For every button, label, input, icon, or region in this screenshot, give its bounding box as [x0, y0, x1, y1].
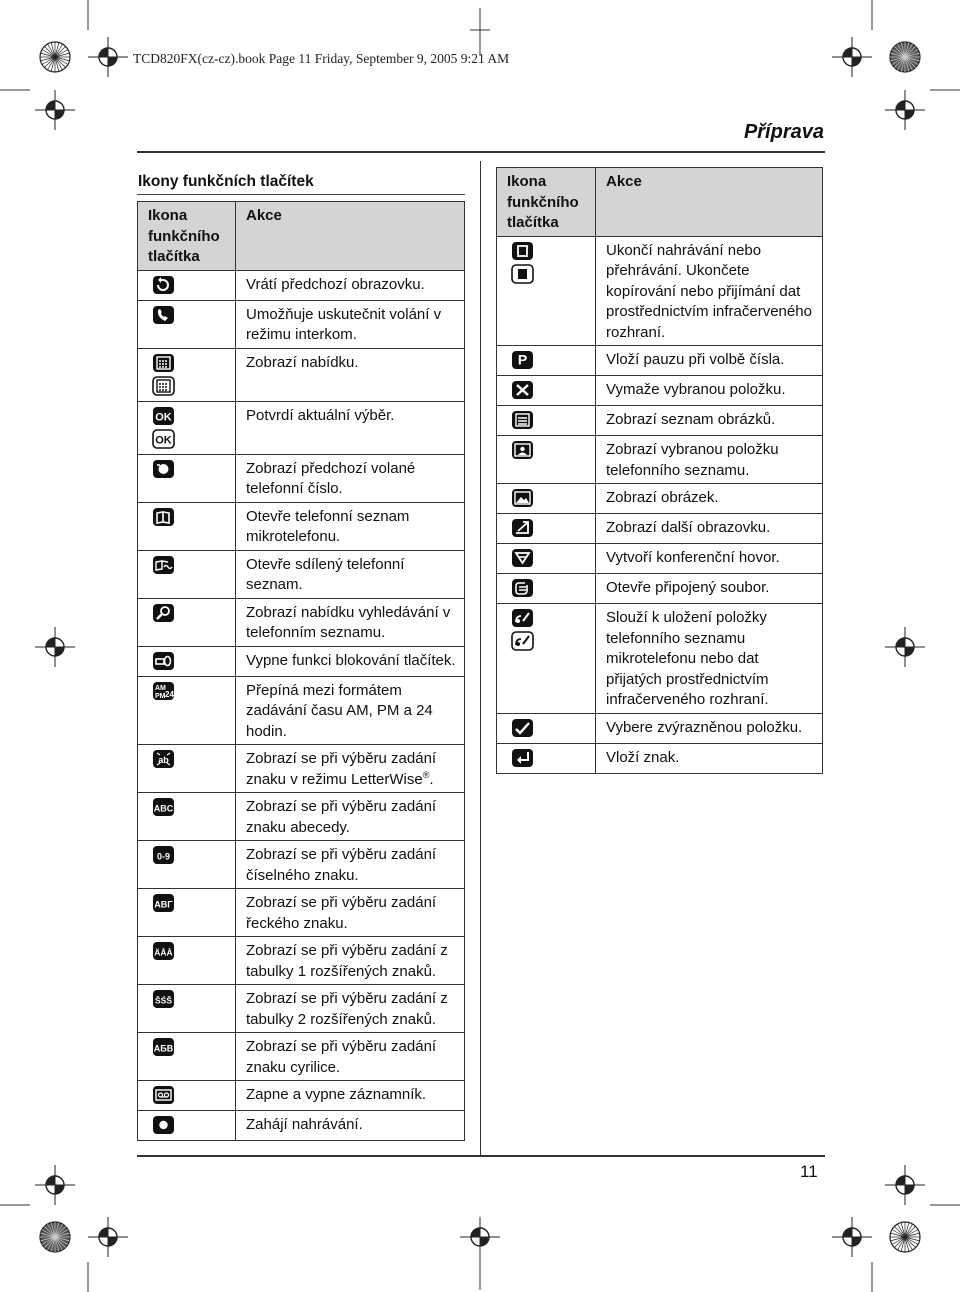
action-cell [236, 502, 465, 550]
table-row [138, 454, 465, 502]
action-text: Zobrazí se při výběru zadání znaku v režimu LetterWise [246, 750, 437, 788]
svg-text:ŠŚŠ: ŠŚŠ [154, 995, 173, 1006]
icon-cell [497, 406, 596, 436]
action-cell [236, 841, 465, 889]
icon-cell [138, 937, 236, 985]
table-row [138, 300, 465, 348]
registered-mark: ® [422, 769, 430, 780]
table-title: Ikony funkčních tlačítek [138, 173, 314, 190]
icon-cell [497, 544, 596, 574]
action-text: Zobrazí se při výběru zadání z tabulky 2 rozšířených znaků. [246, 990, 448, 1028]
delete-icon [511, 380, 595, 403]
icon-cell [138, 985, 236, 1033]
action-cell [596, 544, 823, 574]
icon-cell [138, 793, 236, 841]
action-cell [236, 550, 465, 598]
svg-text:24: 24 [165, 689, 174, 699]
action-cell [236, 1081, 465, 1111]
footer-rule [137, 1155, 825, 1157]
registration-cross [885, 627, 925, 667]
table-row [138, 889, 465, 937]
table-row [138, 793, 465, 841]
action-text: Vytvoří konferenční hovor. [606, 549, 780, 566]
icon-cell [138, 454, 236, 502]
key-lock-icon [152, 651, 235, 674]
action-cell [596, 743, 823, 773]
table-row [138, 270, 465, 300]
svg-text:ab: ab [158, 755, 169, 765]
table-row [497, 376, 823, 406]
am-pm-24-icon [152, 681, 235, 704]
menu-icon [152, 353, 235, 376]
icon-cell [138, 348, 236, 401]
table-row [497, 743, 823, 773]
svg-text:ÄÅÀ: ÄÅÀ [154, 947, 173, 958]
page-number: 11 [800, 1162, 818, 1181]
right-key-icon-table [496, 167, 823, 774]
action-text: Zobrazí seznam obrázků. [606, 411, 776, 428]
action-cell [596, 376, 823, 406]
registration-star-top-right [890, 42, 920, 72]
abc-icon [152, 797, 235, 820]
action-text: Vymaže vybranou položku. [606, 381, 786, 398]
table-row [497, 544, 823, 574]
action-text: Zobrazí se při výběru zadání znaku cyrilice. [246, 1038, 437, 1076]
table-row [497, 604, 823, 714]
registration-cross [885, 90, 925, 130]
icon-cell [138, 401, 236, 454]
icon-cell [497, 376, 596, 406]
icon-cell [138, 889, 236, 937]
icon-cell [497, 236, 596, 346]
registration-cross [88, 1217, 128, 1257]
header-rule [137, 151, 825, 153]
action-text: Zobrazí vybranou položku telefonního seznamu. [606, 441, 779, 479]
icon-cell [497, 574, 596, 604]
svg-text:АБВ: АБВ [153, 1043, 174, 1054]
table-row [497, 236, 823, 346]
table-row [138, 1033, 465, 1081]
action-cell [236, 598, 465, 646]
save-inverted-icon [511, 631, 595, 654]
conference-icon [511, 548, 595, 571]
table-row [497, 574, 823, 604]
registration-star-bottom-left [40, 1222, 70, 1252]
registration-cross [88, 37, 128, 77]
action-text: Vloží pauzu při volbě čísla. [606, 351, 785, 368]
ok-inverted-icon [152, 429, 235, 452]
action-cell [596, 604, 823, 714]
action-text: Zapne a vypne záznamník. [246, 1086, 427, 1103]
action-text: Zobrazí se při výběru zadání znaku abecedy. [246, 798, 437, 836]
icon-cell [138, 502, 236, 550]
action-cell [236, 401, 465, 454]
icon-cell [497, 514, 596, 544]
table-title-rule [137, 194, 465, 195]
action-cell [236, 745, 465, 793]
action-text: Zobrazí nabídku vyhledávání v telefonním seznamu. [246, 603, 451, 641]
registration-cross [35, 1165, 75, 1205]
icon-cell [138, 646, 236, 676]
table-row [138, 937, 465, 985]
registration-cross [35, 90, 75, 130]
table-row [138, 1111, 465, 1141]
answering-machine-icon [152, 1085, 235, 1108]
phonebook-icon [152, 507, 235, 530]
action-text: Otevře připojený soubor. [606, 579, 770, 596]
icon-cell [138, 270, 236, 300]
stop-inverted-icon [511, 264, 595, 287]
action-text: Vybere zvýrazněnou položku. [606, 718, 803, 736]
extended-1-icon [152, 941, 235, 964]
attachment-icon [511, 578, 595, 601]
icon-cell [138, 1033, 236, 1081]
table-header-row [497, 168, 823, 237]
action-cell [236, 985, 465, 1033]
table-row [497, 484, 823, 514]
action-cell [596, 346, 823, 376]
action-cell [596, 436, 823, 484]
icon-cell [138, 841, 236, 889]
action-text-tail: . [429, 770, 434, 788]
svg-text:ΑΒΓ: ΑΒΓ [154, 899, 173, 910]
action-cell [596, 514, 823, 544]
registration-cross [35, 627, 75, 667]
registration-star-bottom-right [890, 1222, 920, 1252]
action-cell [596, 406, 823, 436]
action-text: Ukončí nahrávání nebo přehrávání. Ukončete kopírování nebo přijímání dat prostřednictvím infračerveného rozhraní. [606, 241, 812, 341]
svg-text:OK: OK [155, 434, 172, 446]
icon-cell [138, 300, 236, 348]
action-column-header: Akce [236, 202, 465, 271]
insert-char-icon [511, 748, 595, 771]
action-text: Zobrazí se při výběru zadání číselného znaku. [246, 846, 437, 884]
action-cell [596, 484, 823, 514]
action-text: Zobrazí předchozí volané telefonní číslo. [246, 459, 416, 497]
icon-column-header: Ikona funkčního tlačítka [138, 202, 236, 271]
action-text: Potvrdí aktuální výběr. [246, 406, 395, 424]
action-text: Umožňuje uskutečnit volání v režimu interkom. [246, 305, 442, 343]
action-cell [236, 676, 465, 745]
table-row [138, 598, 465, 646]
action-text: Vrátí předchozí obrazovku. [246, 275, 425, 293]
pause-icon [511, 350, 595, 373]
svg-text:0-9: 0-9 [156, 851, 171, 862]
redial-icon [152, 459, 235, 482]
registration-cross [885, 1165, 925, 1205]
action-cell [236, 937, 465, 985]
icon-cell [138, 745, 236, 793]
shared-phonebook-icon [152, 555, 235, 578]
table-row [138, 401, 465, 454]
icon-cell [138, 598, 236, 646]
greek-icon [152, 893, 235, 916]
table-row [138, 348, 465, 401]
action-cell [236, 300, 465, 348]
icon-cell [138, 1111, 236, 1141]
action-cell [236, 646, 465, 676]
svg-text:OK: OK [155, 411, 172, 423]
extended-2-icon [152, 989, 235, 1012]
icon-column-header: Ikona funkčního tlačítka [497, 168, 596, 237]
save-icon [511, 608, 595, 631]
action-text: Zobrazí se při výběru zadání z tabulky 1 rozšířených znaků. [246, 942, 448, 980]
svg-text:ABC: ABC [153, 803, 174, 814]
icon-cell [497, 436, 596, 484]
icon-cell [138, 550, 236, 598]
icon-cell [497, 604, 596, 714]
svg-text:AM: AM [155, 684, 166, 692]
icon-cell [497, 346, 596, 376]
letterwise-icon [152, 749, 235, 772]
icon-cell [138, 1081, 236, 1111]
action-cell [596, 236, 823, 346]
left-key-icon-table [137, 201, 465, 1141]
table-row [497, 713, 823, 743]
svg-text:P: P [517, 351, 528, 368]
menu-inverted-icon [152, 376, 235, 399]
table-row [138, 502, 465, 550]
action-cell [236, 270, 465, 300]
table-row [497, 436, 823, 484]
select-icon [511, 718, 595, 741]
icon-cell [497, 743, 596, 773]
action-text: Přepíná mezi formátem zadávání času AM, PM a 24 hodin. [246, 681, 433, 740]
action-column-header: Akce [596, 168, 823, 237]
action-text: Zobrazí obrázek. [606, 489, 719, 506]
action-cell [596, 713, 823, 743]
section-title: Příprava [743, 121, 824, 143]
table-row [138, 550, 465, 598]
svg-text:PM: PM [155, 692, 166, 700]
action-cell [596, 574, 823, 604]
numeric-icon [152, 845, 235, 868]
icon-cell [497, 713, 596, 743]
phonebook-entry-icon [511, 440, 595, 463]
next-screen-icon [511, 518, 595, 541]
ok-icon [152, 406, 235, 429]
back-icon [152, 275, 235, 298]
action-text: Zobrazí nabídku. [246, 353, 359, 371]
action-cell [236, 1111, 465, 1141]
book-file-line: TCD820FX(cz-cz).book Page 11 Friday, September 9, 2005 9:21 AM [133, 51, 510, 66]
action-cell [236, 793, 465, 841]
table-row [138, 841, 465, 889]
column-divider [480, 161, 481, 1155]
search-icon [152, 603, 235, 626]
action-cell [236, 454, 465, 502]
table-row [138, 985, 465, 1033]
table-row [138, 676, 465, 745]
table-row [138, 745, 465, 793]
stop-icon [511, 241, 595, 264]
table-row [497, 514, 823, 544]
icon-cell [138, 676, 236, 745]
action-text: Slouží k uložení položky telefonního seznamu mikrotelefonu nebo dat přijatých prostřednictvím infračerveného rozhraní. [606, 609, 769, 708]
table-row [497, 346, 823, 376]
action-text: Zobrazí se při výběru zadání řeckého znaku. [246, 894, 437, 932]
action-text: Otevře telefonní seznam mikrotelefonu. [246, 507, 410, 545]
picture-list-icon [511, 410, 595, 433]
picture-icon [511, 488, 595, 511]
table-row [497, 406, 823, 436]
record-icon [152, 1115, 235, 1138]
action-text: Vypne funkci blokování tlačítek. [246, 651, 456, 669]
action-text: Otevře sdílený telefonní seznam. [246, 555, 405, 593]
action-cell [236, 889, 465, 937]
action-text: Zahájí nahrávání. [246, 1116, 363, 1133]
cyrillic-icon [152, 1037, 235, 1060]
action-cell [236, 348, 465, 401]
table-row [138, 1081, 465, 1111]
table-header-row [138, 202, 465, 271]
action-text: Zobrazí další obrazovku. [606, 519, 771, 536]
intercom-icon [152, 305, 235, 328]
registration-star-top-left [40, 42, 70, 72]
registration-cross [832, 37, 872, 77]
action-cell [236, 1033, 465, 1081]
icon-cell [497, 484, 596, 514]
action-text: Vloží znak. [606, 748, 680, 766]
table-row [138, 646, 465, 676]
registration-cross [832, 1217, 872, 1257]
